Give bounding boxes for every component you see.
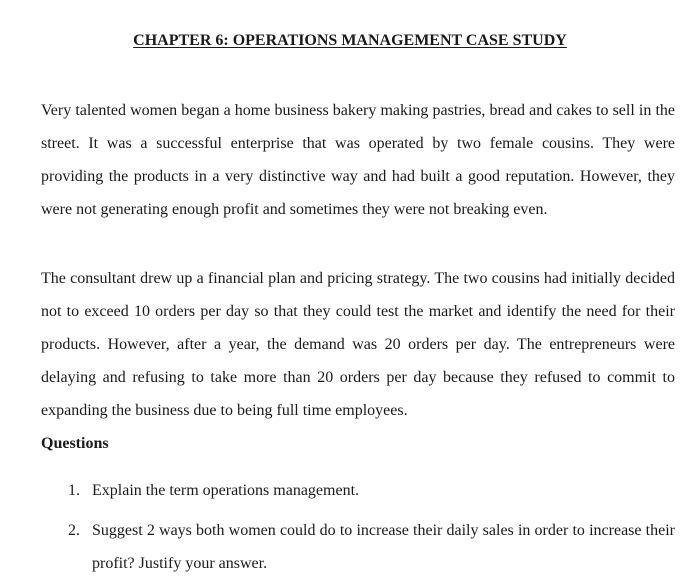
question-text: Suggest 2 ways both women could do to increase their daily sales in order to increase their profit? Justify your answer. (92, 522, 675, 572)
question-item (68, 474, 675, 507)
page-title: CHAPTER 6: OPERATIONS MANAGEMENT CASE STUDY (133, 32, 567, 49)
questions-list (68, 474, 675, 580)
paragraph-background: Very talented women began a home business bakery making pastries, bread and cakes to sell in the street. It was a successful enterprise that was operated by two female cousins. They were providing the products in a very distinctive way and had built a good reputation. However, they were not generating enough profit and sometimes they were not breaking even. (41, 102, 675, 218)
questions-heading: Questions (41, 435, 109, 452)
question-number: 1. (68, 482, 80, 499)
question-text: Explain the term operations management. (92, 482, 360, 499)
question-number: 2. (68, 522, 80, 539)
question-item (68, 514, 675, 580)
paragraph-consultant: The consultant drew up a financial plan and pricing strategy. The two cousins had initially decided not to exceed 10 orders per day so that they could test the market and identify the need for their products. However, after a year, the demand was 20 orders per day. The entrepreneurs were delaying and refusing to take more than 20 orders per day because they refused to commit to expanding the business due to being full time employees. (41, 270, 675, 419)
